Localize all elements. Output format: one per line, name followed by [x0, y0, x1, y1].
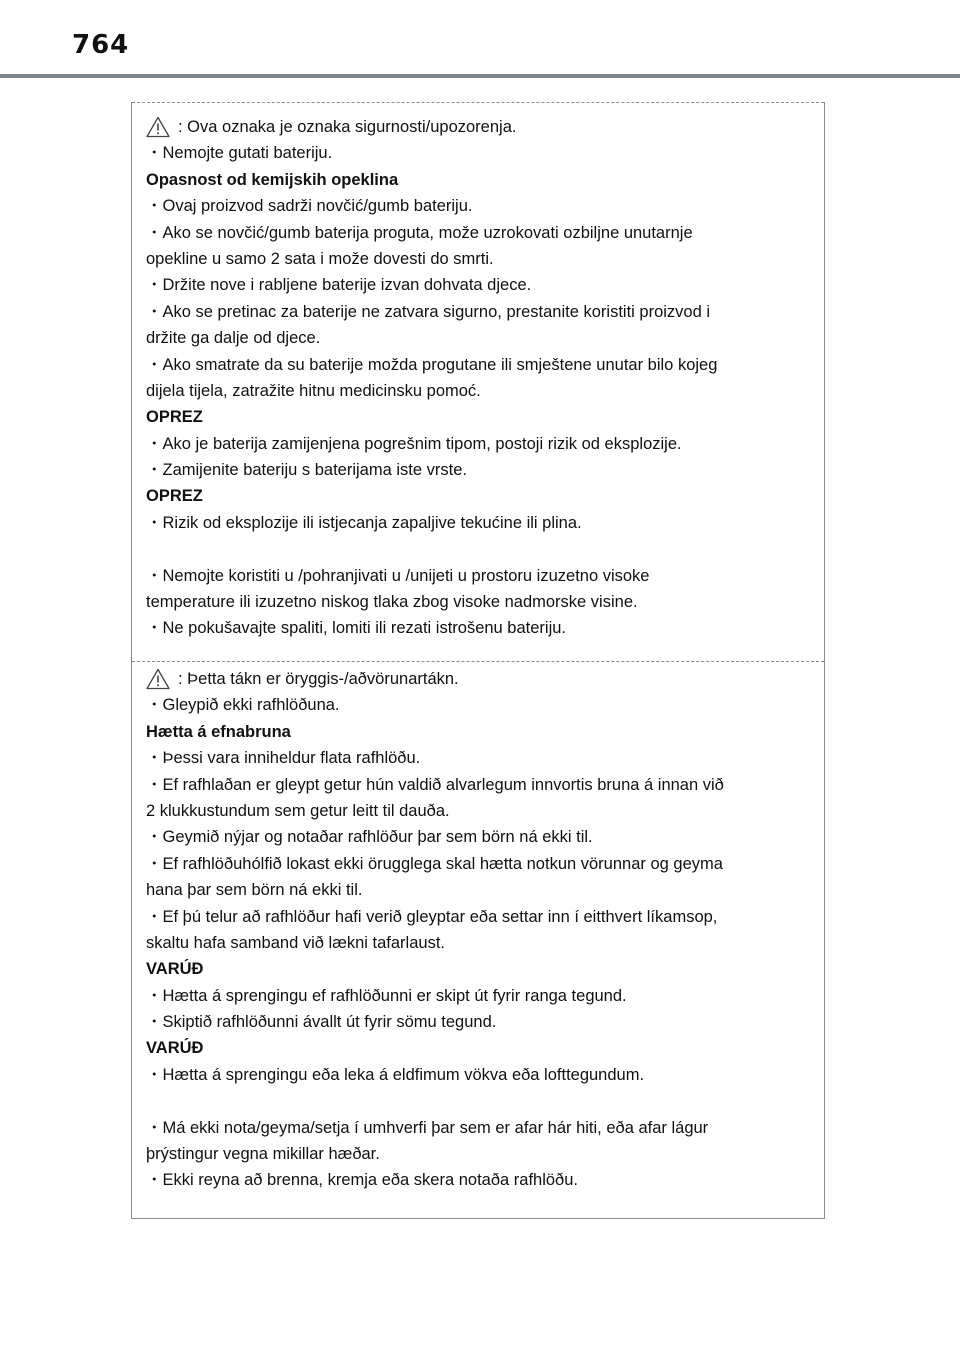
text-line: ・Ef þú telur að rafhlöður hafi verið gleyptar eða settar inn í eitthvert líkamsop, — [146, 907, 718, 926]
text-line: ・Geymið nýjar og notaðar rafhlöður þar sem börn ná ekki til. — [146, 828, 593, 847]
text-line: ・Ne pokušavajte spaliti, lomiti ili rezati istrošenu bateriju. — [146, 619, 567, 638]
text-line: ・Hætta á sprengingu eða leka á eldfimum vökva eða lofttegundum. — [146, 1065, 645, 1084]
text-line: držite ga dalje od djece. — [146, 329, 321, 348]
warning-symbol-text: : Ova oznaka je oznaka sigurnosti/upozorenja. — [178, 118, 517, 136]
text-line: ・Nemojte gutati bateriju. — [146, 144, 333, 163]
text-line: ・Ef rafhlöðuhólfið lokast ekki örugglega skal hætta notkun vörunnar og geyma — [146, 854, 723, 873]
blank-line — [146, 536, 814, 562]
section-heading: Opasnost od kemijskih opeklina — [146, 170, 399, 189]
text-line: þrýstingur vegna mikillar hæðar. — [146, 1145, 380, 1164]
text-line: ・Zamijenite bateriju s baterijama iste vrste. — [146, 461, 467, 480]
dashed-divider-top — [132, 102, 824, 103]
text-line: temperature ili izuzetno niskog tlaka zbog visoke nadmorske visine. — [146, 593, 638, 612]
section-heading: OPREZ — [146, 408, 203, 427]
section-heading: Hætta á efnabruna — [146, 722, 291, 741]
text-line: opekline u samo 2 sata i može dovesti do smrti. — [146, 249, 494, 268]
text-line: ・Ako je baterija zamijenjena pogrešnim tipom, postoji rizik od eksplozije. — [146, 434, 682, 453]
text-line: hana þar sem börn ná ekki til. — [146, 881, 363, 900]
text-line: ・Gleypið ekki rafhlöðuna. — [146, 696, 340, 715]
text-line: ・Rizik od eksplozije ili istjecanja zapaljive tekućine ili plina. — [146, 513, 582, 532]
page-number: 764 — [72, 30, 130, 60]
text-line: skaltu hafa samband við lækni tafarlaust. — [146, 933, 445, 952]
text-line: ・Hætta á sprengingu ef rafhlöðunni er skipt út fyrir ranga tegund. — [146, 986, 627, 1005]
text-line: ・Skiptið rafhlöðunni ávallt út fyrir sömu tegund. — [146, 1013, 497, 1032]
section-heading: OPREZ — [146, 487, 203, 506]
text-line: ・Ako se pretinac za baterije ne zatvara sigurno, prestanite koristiti proizvod i — [146, 302, 711, 321]
text-line: ・Ako se novčić/gumb baterija proguta, može uzrokovati ozbiljne unutarnje — [146, 223, 693, 242]
section-heading: VARÚÐ — [146, 1039, 204, 1058]
warning-triangle-icon — [146, 116, 172, 138]
warning-box — [131, 102, 825, 1219]
text-line: ・Má ekki nota/geyma/setja í umhverfi þar sem er afar hár hiti, eða afar lágur — [146, 1118, 709, 1137]
text-line: ・Držite nove i rabljene baterije izvan dohvata djece. — [146, 276, 532, 295]
section-heading: VARÚÐ — [146, 960, 204, 979]
warning-symbol-line — [146, 114, 814, 140]
header-rule — [0, 74, 960, 78]
text-line: ・Nemojte koristiti u /pohranjivati u /unijeti u prostoru izuzetno visoke — [146, 566, 650, 585]
text-line: dijela tijela, zatražite hitnu medicinsku pomoć. — [146, 381, 481, 400]
warning-symbol-line — [146, 666, 814, 692]
text-line: ・Ef rafhlaðan er gleypt getur hún valdið alvarlegum innvortis bruna á innan við — [146, 775, 724, 794]
section-icelandic — [146, 666, 814, 1194]
text-line: ・Ovaj proizvod sadrži novčić/gumb bateriju. — [146, 197, 473, 216]
text-line: ・Ako smatrate da su baterije možda progutane ili smještene unutar bilo kojeg — [146, 355, 718, 374]
blank-line — [146, 1088, 814, 1114]
warning-symbol-text: : Þetta tákn er öryggis-/aðvörunartákn. — [178, 670, 459, 688]
section-croatian — [146, 114, 814, 642]
warning-triangle-icon — [146, 668, 172, 690]
text-line: ・Ekki reyna að brenna, kremja eða skera notaða rafhlöðu. — [146, 1171, 578, 1190]
text-line: ・Þessi vara inniheldur flata rafhlöðu. — [146, 749, 421, 768]
text-line: 2 klukkustundum sem getur leitt til dauða. — [146, 801, 450, 820]
dashed-divider-middle — [132, 661, 824, 662]
